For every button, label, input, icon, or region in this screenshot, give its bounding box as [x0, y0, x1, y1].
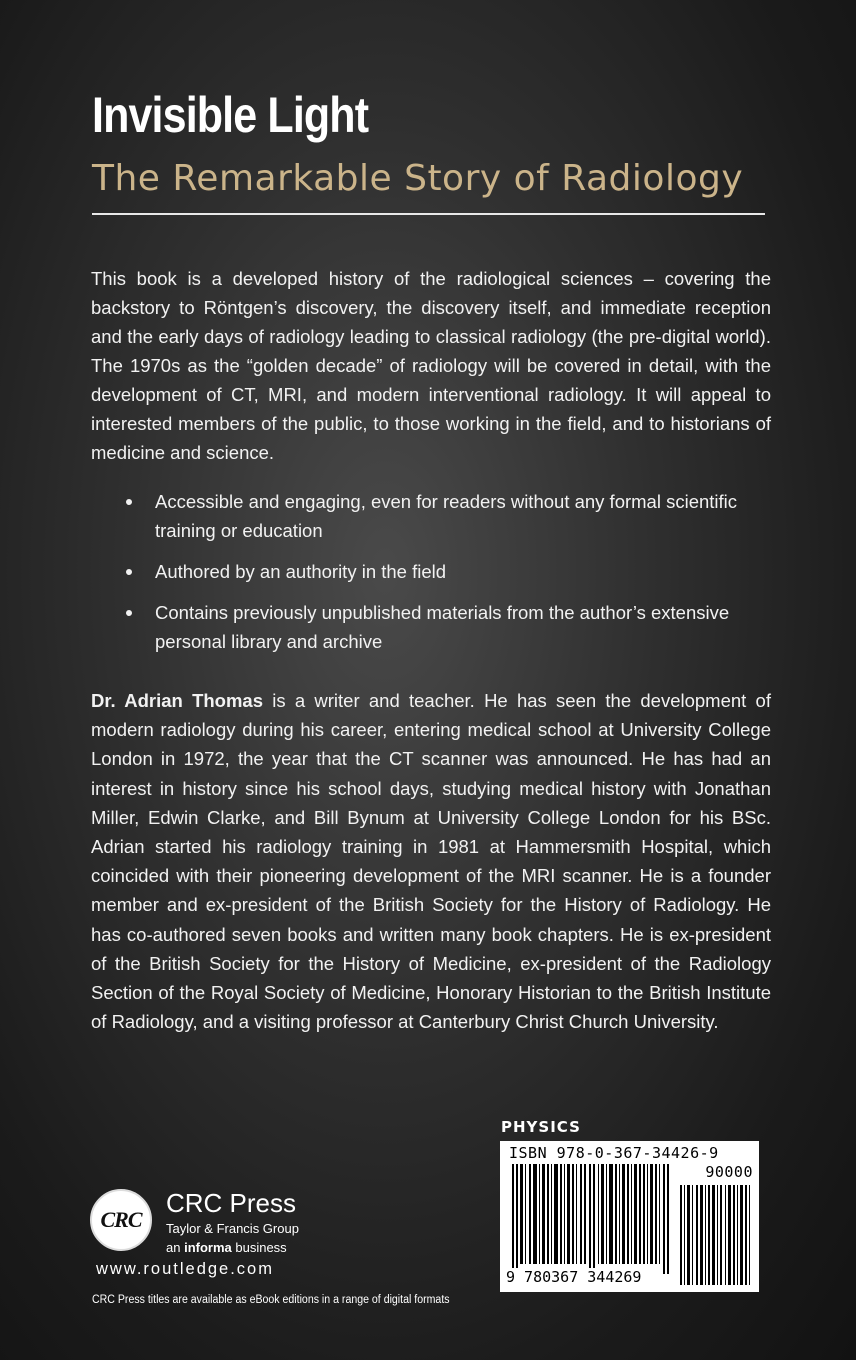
author-bio	[91, 686, 771, 1036]
isbn-label: ISBN 978-0-367-34426-9	[509, 1144, 719, 1162]
book-title: Invisible Light	[92, 87, 369, 143]
author-bio-text: is a writer and teacher. He has seen the development of modern radiology during his career, entering medical school at University College London in 1972, the year that the CT scanner was announced. He has had an interest in history since his school days, studying medical history with Jonathan Miller, Edwin Clarke, and Bill Bynum at University College London for his BSc. Adrian started his radiology training in 1981 at Hammersmith Hospital, which coincided with their pioneering development of the MRI scanner. He is a founder member and ex-president of the British Society for the History of Radiology. He has co-authored seven books and written many book chapters. He is ex-president of the British Society for the History of Medicine, ex-president of the Radiology Section of the Royal Society of Medicine, Honorary Historian to the British Institute of Radiology, and a visiting professor at Canterbury Christ Church University.	[91, 690, 771, 1033]
publisher-business	[166, 1240, 287, 1255]
list-item	[92, 557, 772, 586]
ebook-footnote: CRC Press titles are available as eBook editions in a range of digital formats	[92, 1294, 450, 1306]
category-label: PHYSICS	[501, 1118, 581, 1136]
business-prefix: an	[166, 1240, 185, 1255]
list-item	[92, 487, 772, 545]
list-item	[92, 598, 772, 656]
title-divider	[92, 213, 765, 215]
publisher-name: CRC Press	[166, 1188, 297, 1218]
business-suffix: business	[231, 1240, 287, 1255]
bullet-icon	[126, 499, 132, 505]
author-name: Dr. Adrian Thomas	[91, 690, 264, 711]
crc-logo-text: CRC	[100, 1207, 142, 1232]
bullet-icon	[126, 569, 132, 575]
price-bars-icon	[678, 1185, 754, 1287]
publisher-website[interactable]: www.routledge.com	[96, 1260, 274, 1278]
bullet-icon	[126, 610, 132, 616]
ean-digits: 9 780367 344269	[506, 1268, 642, 1286]
business-brand: informa	[184, 1240, 232, 1255]
publisher-group: Taylor & Francis Group	[166, 1221, 299, 1236]
feature-list	[92, 487, 772, 668]
book-subtitle: The Remarkable Story of Radiology	[92, 158, 744, 199]
crc-logo-icon	[90, 1189, 152, 1251]
list-item-text: Authored by an authority in the field	[155, 561, 447, 582]
list-item-text: Accessible and engaging, even for readers without any formal scientific training or education	[155, 491, 738, 541]
ean-bars-icon	[510, 1164, 672, 1276]
price-code: 90000	[705, 1163, 753, 1181]
book-description: This book is a developed history of the radiological sciences – covering the backstory to Röntgen’s discovery, the discovery itself, and immediate reception and the early days of radiology leading to classical radiology (the pre-digital world). The 1970s as the “golden decade” of radiology will be covered in detail, with the development of CT, MRI, and modern interventional radiology. It will appeal to interested members of the public, to those working in the field, and to historians of medicine and science.	[91, 268, 771, 463]
list-item-text: Contains previously unpublished materials from the author’s extensive personal library and archive	[155, 602, 730, 652]
isbn-barcode	[500, 1141, 759, 1292]
